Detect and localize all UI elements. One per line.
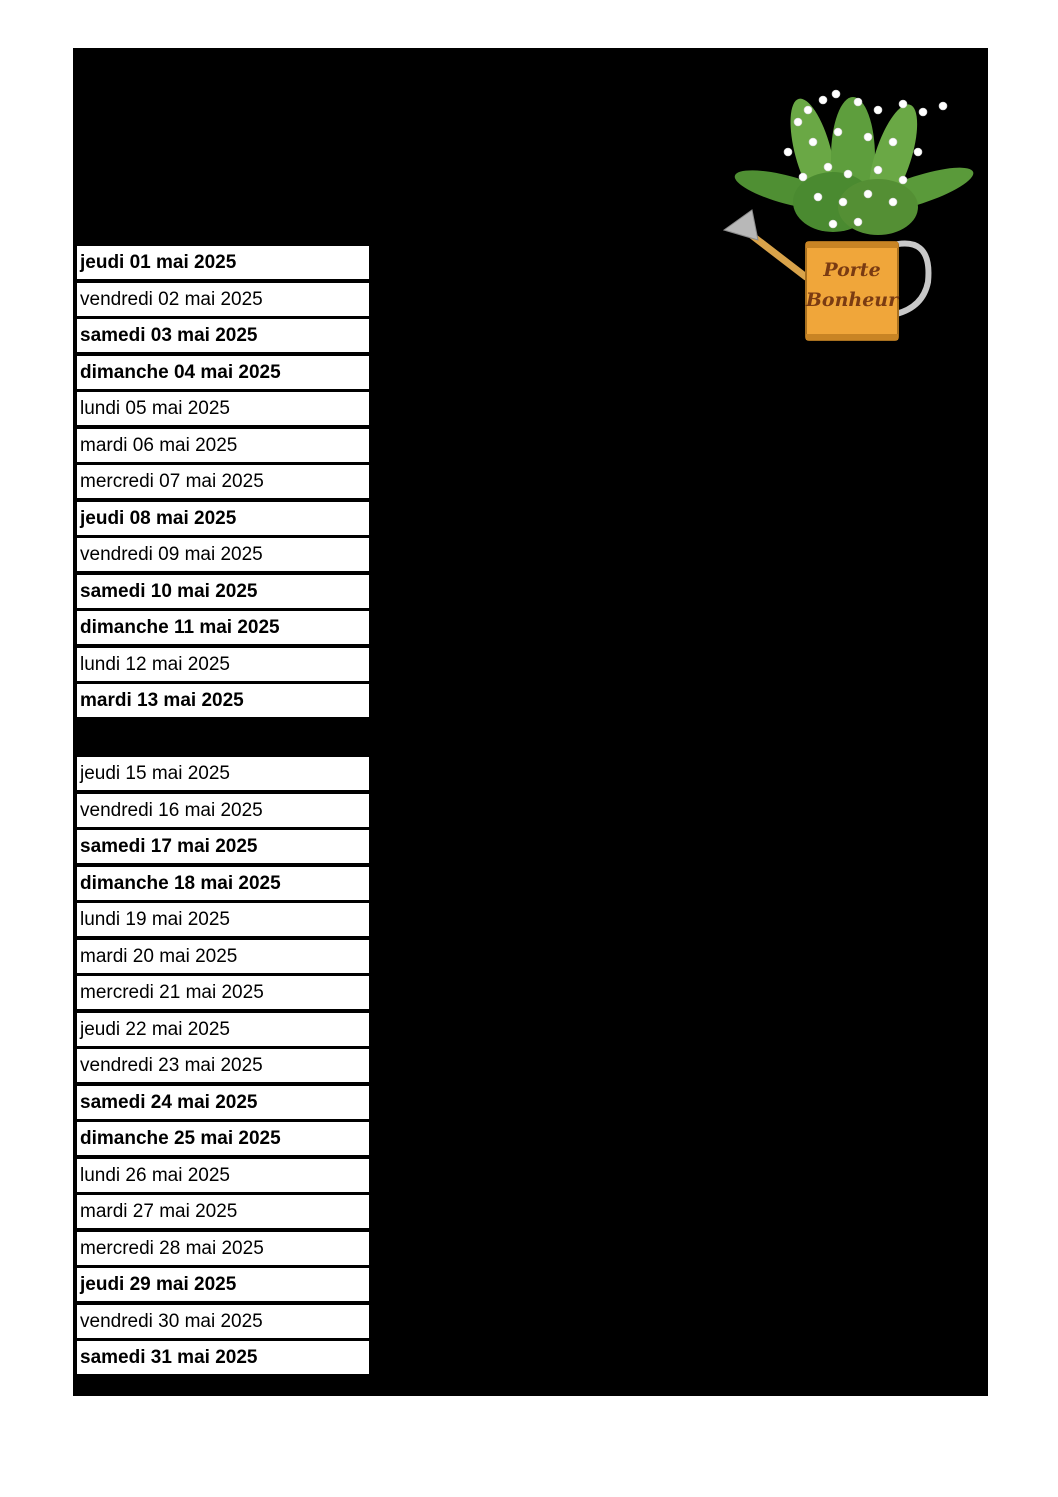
day-row-gap [77,721,369,754]
can-label-line2: Bonheur [805,289,899,311]
day-row: jeudi 15 mai 2025 [77,757,369,790]
day-row: mercredi 28 mai 2025 [77,1232,369,1265]
day-row: samedi 24 mai 2025 [77,1086,369,1119]
day-row: vendredi 16 mai 2025 [77,794,369,827]
day-row: mercredi 07 mai 2025 [77,465,369,498]
day-row: samedi 17 mai 2025 [77,830,369,863]
day-row: dimanche 25 mai 2025 [77,1122,369,1155]
day-row: lundi 05 mai 2025 [77,392,369,425]
leaves-icon [731,94,977,235]
day-row: lundi 19 mai 2025 [77,903,369,936]
day-row: dimanche 18 mai 2025 [77,867,369,900]
day-row: mercredi 21 mai 2025 [77,976,369,1009]
day-row: lundi 26 mai 2025 [77,1159,369,1192]
day-row: dimanche 04 mai 2025 [77,356,369,389]
day-list [77,246,369,1378]
can-label-line1: Porte [823,259,881,281]
day-row: mardi 27 mai 2025 [77,1195,369,1228]
day-row: jeudi 08 mai 2025 [77,502,369,535]
day-row: mardi 13 mai 2025 [77,684,369,717]
day-row: vendredi 30 mai 2025 [77,1305,369,1338]
day-row: dimanche 11 mai 2025 [77,611,369,644]
day-row: jeudi 01 mai 2025 [77,246,369,279]
day-row: samedi 03 mai 2025 [77,319,369,352]
spout-icon [724,210,806,277]
day-row: jeudi 22 mai 2025 [77,1013,369,1046]
day-row: samedi 31 mai 2025 [77,1341,369,1374]
day-row: vendredi 09 mai 2025 [77,538,369,571]
watering-can-illustration [718,82,980,344]
day-row: vendredi 23 mai 2025 [77,1049,369,1082]
day-row: samedi 10 mai 2025 [77,575,369,608]
day-row: mardi 06 mai 2025 [77,429,369,462]
day-row: lundi 12 mai 2025 [77,648,369,681]
day-row: mardi 20 mai 2025 [77,940,369,973]
day-row: vendredi 02 mai 2025 [77,283,369,316]
day-row: jeudi 29 mai 2025 [77,1268,369,1301]
